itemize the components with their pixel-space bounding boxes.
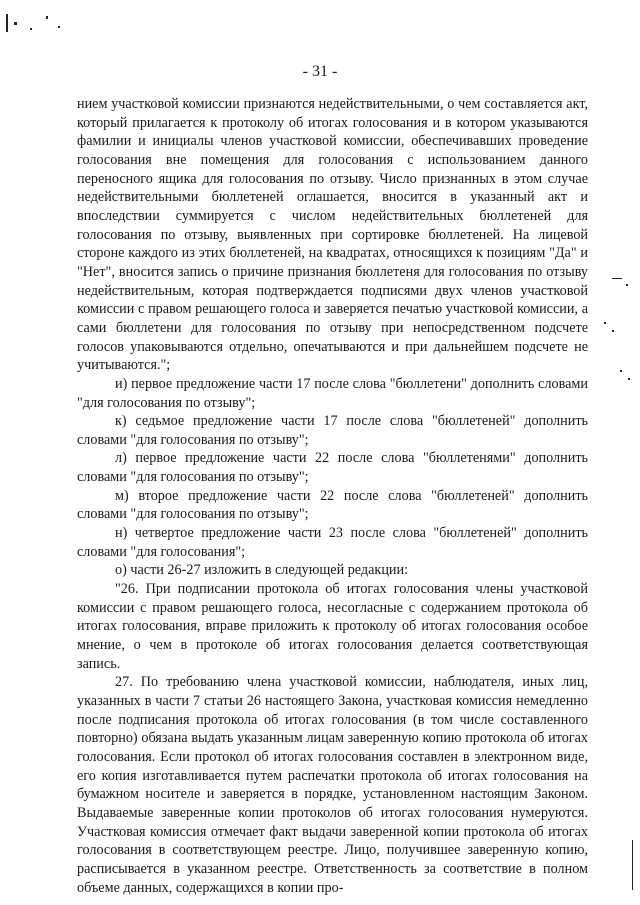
page-number: - 31 -: [302, 63, 338, 80]
paragraph-part-26: "26. При подписании протокола об итогах голосования члены участковой комиссии с правом решающего голоса, несогласные с содержанием протокола об итогах голосования, вправе приложить к протоколу об итогах голосования особое мнение, о чем в протоколе об итогах голосования делается соответствующая запись.: [77, 581, 588, 672]
scan-mark: [58, 26, 60, 28]
scan-mark: [6, 14, 8, 32]
paragraph-item-k: к) седьмое предложение части 17 после слова "бюллетеней" дополнить словами "для голосования по отзыву";: [77, 413, 588, 448]
paragraph-part-27: 27. По требованию члена участковой комиссии, наблюдателя, иных лиц, указанных в части 7 статьи 26 настоящего Закона, участковая комиссия немедленно после подписания протокола об итогах голосования (в том числе составленного повторно) обязана выдать указанным лицам заверенную копию протокола об итогах голосования. Если протокол об итогах голосования составлен в электронном виде, его копия изготавливается путем распечатки протокола об итогах голосования на бумажном носителе и заверяется в порядке, установленном настоящим Законом. Выдаваемые заверенные копии протоколов об итогах голосования нумеруются. Участковая комиссия отмечает факт выдачи заверенной копии протокола об итогах голосования в соответствующем реестре. Лицо, получившее заверенную копию, расписывается в указанном реестре. Ответственность за соответствие в полном объеме данных, содержащихся в копии про-: [77, 674, 588, 896]
paragraph-continuation: нием участковой комиссии признаются недействительными, о чем составляется акт, который прилагается к протоколу об итогах голосования и в котором указываются фамилии и инициалы членов участковой комиссии, обеспечивавших проведение голосования вне помещения для голосования с использованием данного переносного ящика для голосования по отзыву. Число признанных в этом случае недействительными бюллетеней оглашается, вносится в указанный акт и впоследствии суммируется с числом недействительных бюллетеней для голосования по отзыву, выявленных при сортировке бюллетеней. На лицевой стороне каждого из этих бюллетеней, на квадратах, относящихся к позициям "Да" и "Нет", вносится запись о причине признания бюллетеня для голосования по отзыву недействительным, которая подтверждается подписями двух членов участковой комиссии с правом решающего голоса и заверяется печатью участковой комиссии, а сами бюллетени для голосования по отзыву при непосредственном подсчете голосов упаковываются отдельно, опечатываются и при дальнейшем подсчете не учитываются.";: [77, 96, 588, 374]
scan-mark: [628, 378, 630, 380]
document-body: [77, 95, 588, 897]
scan-mark: [604, 322, 606, 324]
paragraph-item-m: м) второе предложение части 22 после слова "бюллетеней" дополнить словами "для голосования по отзыву";: [77, 487, 588, 523]
paragraph-item-i: и) первое предложение части 17 после слова "бюллетени" дополнить словами "для голосования по отзыву";: [77, 375, 588, 411]
paragraph-item-l: л) первое предложение части 22 после слова "бюллетенями" дополнить словами "для голосования по отзыву";: [77, 450, 588, 486]
scan-mark: [30, 28, 32, 30]
scan-mark: [612, 278, 622, 279]
scan-mark: [626, 284, 628, 286]
scan-mark: [46, 16, 48, 19]
paragraph-item-n: н) четвертое предложение части 23 после слова "бюллетеней" дополнить словами "для голосования";: [77, 525, 588, 560]
scan-mark: [632, 840, 633, 890]
paragraph-item-o: о) части 26-27 изложить в следующей редакции:: [115, 562, 409, 579]
scan-mark: [620, 370, 622, 372]
scan-mark: [612, 330, 614, 332]
scan-mark: [14, 22, 17, 25]
